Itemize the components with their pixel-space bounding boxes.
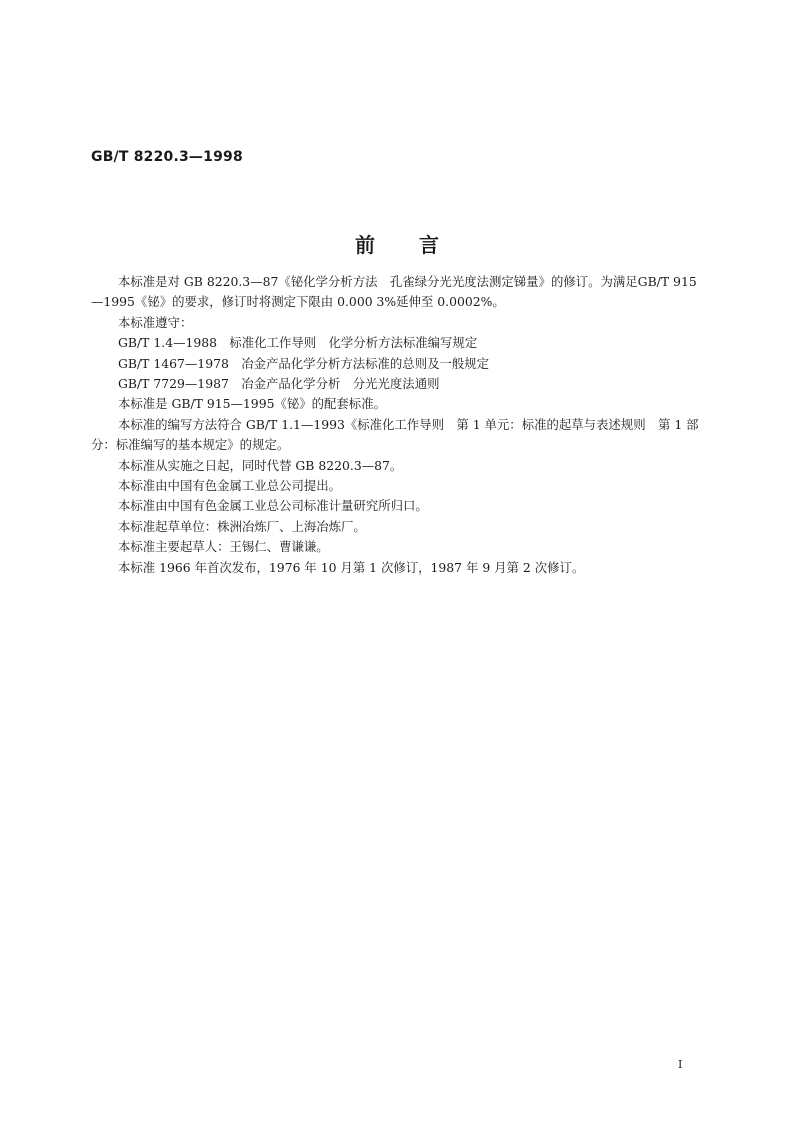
paragraph-administration: 本标准由中国有色金属工业总公司标准计量研究所归口。 xyxy=(118,498,428,514)
paragraph-replacement: 本标准从实施之日起，同时代替 GB 8220.3—87。 xyxy=(118,457,403,473)
paragraph-compliance-intro: 本标准遵守： xyxy=(118,314,193,330)
page-number: I xyxy=(678,1058,683,1071)
paragraph-drafting-method: 本标准的编写方法符合 GB/T 1.1—1993《标准化工作导则 第 1 单元：标准的起草与表述规则 第 1 部分：标准编写的基本规定》的规定。 xyxy=(91,416,699,453)
paragraph-proposer: 本标准由中国有色金属工业总公司提出。 xyxy=(118,478,342,494)
paragraph-companion-standard: 本标准是 GB/T 915—1995《铋》的配套标准。 xyxy=(118,396,386,412)
paragraph-publication-history: 本标准 1966 年首次发布，1976 年 10 月第 1 次修订，1987 年 9 月第 2 次修订。 xyxy=(118,559,585,575)
paragraph-reference-3: GB/T 7729—1987 冶金产品化学分析 分光光度法通则 xyxy=(118,376,440,392)
paragraph-drafting-units: 本标准起草单位：株洲冶炼厂、上海冶炼厂。 xyxy=(118,518,366,534)
paragraph-reference-1: GB/T 1.4—1988 标准化工作导则 化学分析方法标准编写规定 xyxy=(118,335,478,351)
foreword-content xyxy=(91,272,705,578)
section-title: 前言 xyxy=(355,233,483,257)
document-code: GB/T 8220.3—1998 xyxy=(91,149,243,165)
paragraph-drafters: 本标准主要起草人：王锡仁、曹谦谦。 xyxy=(118,539,329,555)
paragraph-revision-note: 本标准是对 GB 8220.3—87《铋化学分析方法 孔雀绿分光光度法测定锑量》的修订。为满足GB/T 915—1995《铋》的要求，修订时将测定下限由 0.000 3%延伸至 0.0002%。 xyxy=(91,274,697,310)
paragraph-reference-2: GB/T 1467—1978 冶金产品化学分析方法标准的总则及一般规定 xyxy=(118,355,490,371)
